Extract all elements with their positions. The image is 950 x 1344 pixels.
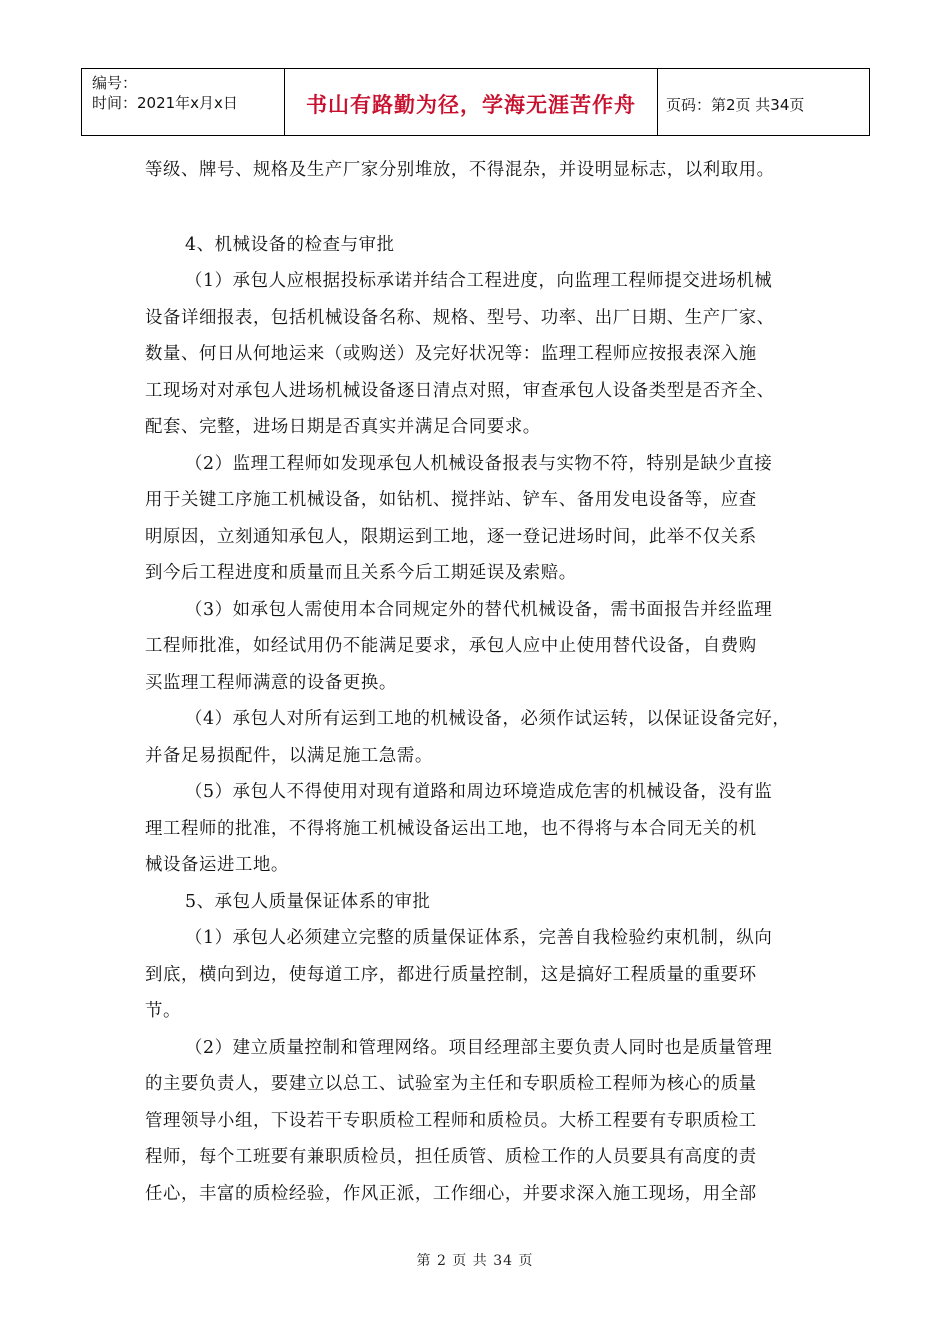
page-footer <box>0 1250 950 1270</box>
text-line: 工现场对对承包人进场机械设备逐日清点对照，审查承包人设备类型是否齐全、 <box>145 380 775 401</box>
text-line: 工程师批准，如经试用仍不能满足要求，承包人应中止使用替代设备，自费购 <box>145 636 757 656</box>
text-line: 配套、完整，进场日期是否真实并满足合同要求。 <box>145 417 541 437</box>
header-page-cell <box>658 69 869 135</box>
section-5-paragraph-1 <box>145 920 830 1030</box>
text-line: 并备足易损配件，以满足施工急需。 <box>145 745 433 766</box>
document-date-label: 时间：2021年x月x日 <box>92 94 238 112</box>
section-4-paragraph-1 <box>145 263 830 446</box>
text-line: （1）承包人应根据投标承诺并结合工程进度，向监理工程师提交进场机械 <box>185 271 773 291</box>
text-line: 的主要负责人，要建立以总工、试验室为主任和专职质检工程师为核心的质量 <box>145 1074 757 1094</box>
document-body <box>145 152 830 1212</box>
text-line: 任心，丰富的质检经验，作风正派，工作细心，并要求深入施工现场，用全部 <box>145 1183 757 1204</box>
header-meta-cell <box>82 69 285 135</box>
text-line: 用于关键工序施工机械设备，如钻机、搅拌站、铲车、备用发电设备等，应查 <box>145 490 757 510</box>
text-line: 到今后工程进度和质量而且关系今后工期延误及索赔。 <box>145 563 577 583</box>
section-4-title: 4、机械设备的检查与审批 <box>185 234 395 255</box>
paragraph-gap <box>145 189 830 227</box>
text-line: （1）承包人必须建立完整的质量保证体系，完善自我检验约束机制，纵向 <box>185 928 773 948</box>
text-line: 设备详细报表，包括机械设备名称、规格、型号、功率、出厂日期、生产厂家、 <box>145 307 775 328</box>
text-line: （4）承包人对所有运到工地的机械设备，必须作试运转，以保证设备完好， <box>185 709 791 729</box>
text-line: 明原因，立刻通知承包人，限期运到工地，逐一登记进场时间，此举不仅关系 <box>145 526 757 547</box>
text-line: 买监理工程师满意的设备更换。 <box>145 672 397 693</box>
section-5-title: 5、承包人质量保证体系的审批 <box>185 891 431 912</box>
section-4-paragraph-2 <box>145 446 830 592</box>
footer-page-number: 第 2 页 共 34 页 <box>416 1253 534 1269</box>
intro-line: 等级、牌号、规格及生产厂家分别堆放，不得混杂，并设明显标志，以利取用。 <box>145 160 775 180</box>
document-number-label: 编号： <box>92 74 138 92</box>
text-line: 节。 <box>145 1001 181 1021</box>
text-line: 程师，每个工班要有兼职质检员，担任质管、质检工作的人员要具有高度的责 <box>145 1147 757 1167</box>
section-4-paragraph-3 <box>145 592 830 702</box>
text-line: 理工程师的批准，不得将施工机械设备运出工地，也不得将与本合同无关的机 <box>145 818 757 839</box>
text-line: （2）监理工程师如发现承包人机械设备报表与实物不符，特别是缺少直接 <box>185 453 773 474</box>
section-4-paragraph-4 <box>145 701 830 774</box>
text-line: 到底，横向到边，使每道工序，都进行质量控制，这是搞好工程质量的重要环 <box>145 964 757 985</box>
header-motto-cell <box>285 69 658 135</box>
text-line: 管理领导小组，下设若干专职质检工程师和质检员。大桥工程要有专职质检工 <box>145 1110 757 1131</box>
text-line: 械设备运进工地。 <box>145 855 289 875</box>
text-line: （2）建立质量控制和管理网络。项目经理部主要负责人同时也是质量管理 <box>185 1037 773 1058</box>
text-line: （5）承包人不得使用对现有道路和周边环境造成危害的机械设备，没有监 <box>185 782 773 802</box>
header-page-info: 页码：第2页 共34页 <box>666 95 805 114</box>
page-header <box>81 68 870 136</box>
section-5-paragraph-2 <box>145 1030 830 1213</box>
text-line: 数量、何日从何地运来（或购送）及完好状况等：监理工程师应按报表深入施 <box>145 344 757 364</box>
text-line: （3）如承包人需使用本合同规定外的替代机械设备，需书面报告并经监理 <box>185 599 773 620</box>
header-motto: 书山有路勤为径，学海无涯苦作舟 <box>306 93 636 117</box>
section-4-paragraph-5 <box>145 774 830 884</box>
